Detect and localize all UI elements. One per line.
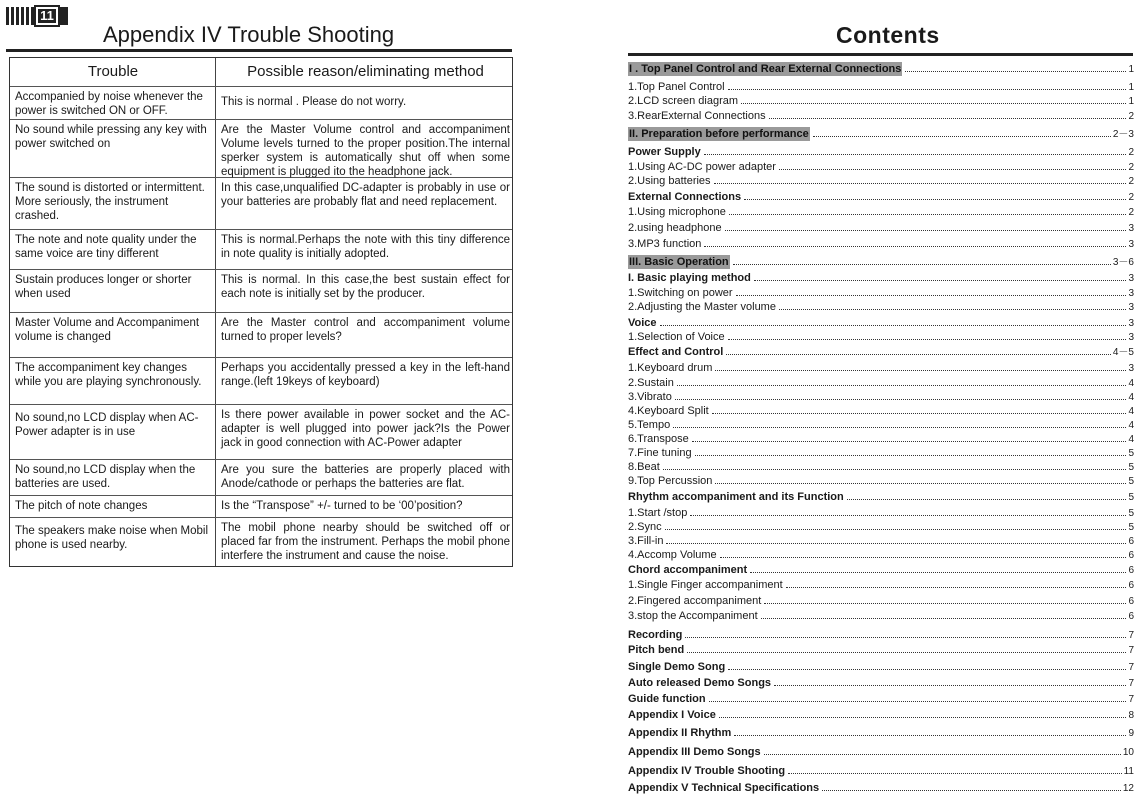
toc-entry-label: 2.LCD screen diagram (628, 95, 739, 107)
toc-dot-leader (813, 136, 1111, 137)
toc-entry (628, 676, 1134, 690)
toc-dot-leader (695, 455, 1127, 456)
toc-entry-label: Auto released Demo Songs (628, 677, 772, 689)
toc-entry (628, 628, 1134, 642)
toc-entry-page: 2 (1128, 111, 1134, 122)
toc-dot-leader (709, 701, 1127, 702)
toc-entry (628, 432, 1134, 446)
toc-entry-label: Appendix IV Trouble Shooting (628, 765, 786, 777)
toc-entry-page: 11 (1123, 766, 1134, 777)
toc-dot-leader (729, 214, 1127, 215)
toc-entry-page: 6 (1128, 550, 1134, 561)
toc-dot-leader (779, 169, 1126, 170)
toc-entry-label: 7.Fine tuning (628, 447, 692, 459)
toc-dot-leader (774, 685, 1126, 686)
toc-entry-label: 1.Start /stop (628, 507, 688, 519)
toc-dot-leader (720, 557, 1127, 558)
toc-dot-leader (687, 652, 1126, 653)
remedy-cell: This is normal. In this case,the best sustain effect for each note is initially set by the producer. (221, 274, 510, 300)
toc-dot-leader (690, 515, 1126, 516)
toc-entry (628, 127, 1134, 141)
trouble-cell: Accompanied by noise whenever the power is switched ON or OFF. (15, 91, 203, 117)
toc-entry-page: 6 (1128, 536, 1134, 547)
toc-entry (628, 221, 1134, 235)
toc-entry (628, 643, 1134, 657)
toc-entry (628, 404, 1134, 418)
toc-dot-leader (754, 280, 1127, 281)
remedy-cell: This is normal.Perhaps the note with this tiny difference in note quality is initially adopted. (221, 234, 510, 260)
toc-dot-leader (712, 413, 1127, 414)
toc-entry-page: 1 (1128, 82, 1134, 93)
toc-dot-leader (822, 790, 1121, 791)
toc-entry-page: 2 (1128, 192, 1134, 203)
toc-entry (628, 446, 1134, 460)
remedy-cell: Are the Master control and accompaniment volume turned to proper levels? (221, 317, 510, 343)
table-row (10, 518, 512, 566)
toc-entry (628, 708, 1134, 722)
toc-entry (628, 548, 1134, 562)
toc-dot-leader (660, 325, 1127, 326)
toc-dot-leader (764, 603, 1126, 604)
toc-entry (628, 145, 1134, 159)
toc-entry-page: 8 (1128, 710, 1134, 721)
toc-entry-page: 4 (1128, 392, 1134, 403)
toc-dot-leader (728, 89, 1127, 90)
toc-entry (628, 418, 1134, 432)
toc-entry (628, 237, 1134, 251)
toc-dot-leader (704, 154, 1127, 155)
trouble-cell: No sound,no LCD display when the batteries are used. (15, 464, 196, 490)
toc-entry-label: I. Basic playing method (628, 272, 751, 284)
toc-entry-page: 2 (1128, 147, 1134, 158)
toc-entry (628, 692, 1134, 706)
toc-entry (628, 490, 1134, 504)
toc-entry (628, 745, 1134, 759)
trouble-shooting-table (9, 57, 513, 567)
toc-entry (628, 594, 1134, 608)
toc-entry-label: 3.stop the Accompaniment (628, 610, 758, 622)
toc-dot-leader (734, 735, 1126, 736)
toc-entry (628, 726, 1134, 740)
toc-entry-page: 4 (1128, 378, 1134, 389)
toc-dot-leader (741, 103, 1126, 104)
remedy-cell: Is there power available in power socket and the AC-adapter is well plugged into power jack?Is the Power jack in good connection with AC-Power adapter (221, 409, 510, 449)
page-marker (6, 6, 68, 26)
toc-entry (628, 190, 1134, 204)
title-rule (6, 49, 512, 52)
toc-entry-label: 1.Single Finger accompaniment (628, 579, 783, 591)
toc-entry-page: 5 (1128, 448, 1134, 459)
toc-entry-page: 4－5 (1112, 347, 1134, 358)
toc-entry-page: 4 (1128, 434, 1134, 445)
toc-entry-label: 2.Sustain (628, 377, 674, 389)
right-page (620, 0, 1139, 798)
header-remedy: Possible reason/eliminating method (247, 63, 484, 80)
page-title: Appendix IV Trouble Shooting (103, 22, 395, 47)
toc-entry (628, 578, 1134, 592)
toc-entry-page: 6 (1128, 596, 1134, 607)
toc-entry-label: III. Basic Operation (629, 256, 729, 268)
toc-entry-page: 7 (1128, 678, 1134, 689)
table-row (10, 270, 512, 313)
table-row (10, 87, 512, 120)
toc-entry-page: 2 (1128, 176, 1134, 187)
toc-entry-label: 1.Using microphone (628, 206, 726, 218)
toc-dot-leader (673, 427, 1126, 428)
trouble-cell: The accompaniment key changes while you are playing synchronously. (15, 362, 202, 388)
toc-entry-label: Voice (628, 317, 657, 329)
left-page (0, 0, 520, 798)
table-row (10, 496, 512, 518)
toc-entry-label: Recording (628, 629, 683, 641)
toc-entry-label: 2.Fingered accompaniment (628, 595, 762, 607)
toc-entry (628, 390, 1134, 404)
toc-entry-label: 3.Fill-in (628, 535, 664, 547)
toc-entry (628, 376, 1134, 390)
toc-entry-label: 1.Top Panel Control (628, 81, 725, 93)
toc-entry-label: 4.Keyboard Split (628, 405, 709, 417)
toc-entry-label: 1.Switching on power (628, 287, 733, 299)
toc-entry-label: Pitch bend (628, 644, 685, 656)
toc-entry-label: 3.Vibrato (628, 391, 672, 403)
table-row (10, 405, 512, 460)
toc-dot-leader (692, 441, 1127, 442)
toc-entry-label: Appendix I Voice (628, 709, 716, 721)
contents-title: Contents (836, 22, 940, 48)
remedy-cell: Are you sure the batteries are properly placed with Anode/cathode or perhaps the batteries are flat. (221, 464, 510, 490)
toc-dot-leader (665, 529, 1127, 530)
trouble-cell: The note and note quality under the same voice are tiny different (15, 234, 197, 260)
header-trouble: Trouble (87, 63, 139, 80)
toc-entry-label: II. Preparation before performance (629, 128, 809, 140)
toc-dot-leader (726, 354, 1111, 355)
toc-dot-leader (715, 370, 1126, 371)
toc-dot-leader (714, 183, 1127, 184)
toc-dot-leader (788, 773, 1122, 774)
toc-entry-label: 8.Beat (628, 461, 660, 473)
toc-entry-page: 3 (1128, 223, 1134, 234)
toc-entry (628, 506, 1134, 520)
toc-entry-label: 1.Selection of Voice (628, 331, 725, 343)
toc-dot-leader (761, 618, 1127, 619)
toc-dot-leader (779, 309, 1126, 310)
toc-entry (628, 174, 1134, 188)
trouble-cell: No sound while pressing any key with power switched on (15, 124, 207, 150)
toc-entry-page: 3 (1128, 332, 1134, 343)
contents-rule (628, 53, 1133, 56)
trouble-cell: Sustain produces longer or shorter when used (15, 274, 192, 300)
toc-entry (628, 563, 1134, 577)
toc-entry-page: 2 (1128, 207, 1134, 218)
toc-entry (628, 345, 1134, 359)
page-marker-tail (60, 7, 68, 25)
toc-entry (628, 520, 1134, 534)
toc-entry-page: 12 (1122, 783, 1134, 794)
toc-entry (628, 460, 1134, 474)
toc-dot-leader (769, 118, 1127, 119)
toc-entry-label: 2.using headphone (628, 222, 722, 234)
toc-dot-leader (728, 339, 1127, 340)
toc-entry-label: 6.Transpose (628, 433, 689, 445)
toc-entry (628, 286, 1134, 300)
toc-entry (628, 255, 1134, 269)
trouble-cell: The speakers make noise when Mobil phone is used nearby. (15, 525, 209, 551)
toc-dot-leader (666, 543, 1126, 544)
toc-entry-page: 3 (1128, 318, 1134, 329)
toc-entry (628, 160, 1134, 174)
toc-entry-page: 6 (1128, 580, 1134, 591)
toc-entry (628, 80, 1134, 94)
trouble-cell: Master Volume and Accompaniment volume is changed (15, 317, 200, 343)
toc-entry (628, 271, 1134, 285)
toc-entry-label: 4.Accomp Volume (628, 549, 717, 561)
toc-entry (628, 94, 1134, 108)
toc-entry-page: 7 (1128, 630, 1134, 641)
toc-entry-label: Effect and Control (628, 346, 724, 358)
toc-entry-page: 5 (1128, 462, 1134, 473)
toc-entry-label: 1.Keyboard drum (628, 362, 713, 374)
toc-entry (628, 764, 1134, 778)
toc-entry-page: 3 (1128, 239, 1134, 250)
toc-dot-leader (744, 199, 1126, 200)
toc-entry-page: 7 (1128, 645, 1134, 656)
table-row (10, 178, 512, 230)
toc-dot-leader (736, 295, 1127, 296)
toc-entry-page: 2 (1128, 162, 1134, 173)
trouble-cell: No sound,no LCD display when AC-Power adapter is in use (15, 412, 199, 438)
toc-dot-leader (728, 669, 1126, 670)
toc-entry-page: 3 (1128, 288, 1134, 299)
toc-entry-label: 2.Adjusting the Master volume (628, 301, 776, 313)
toc-dot-leader (750, 572, 1126, 573)
toc-entry-page: 1 (1128, 64, 1134, 75)
toc-dot-leader (704, 246, 1126, 247)
toc-dot-leader (786, 587, 1127, 588)
table-header-row (10, 58, 512, 87)
toc-entry-page: 3－6 (1112, 257, 1134, 268)
toc-entry-label: External Connections (628, 191, 742, 203)
toc-entry-label: Chord accompaniment (628, 564, 748, 576)
toc-dot-leader (663, 469, 1127, 470)
toc-dot-leader (719, 717, 1127, 718)
trouble-cell: The sound is distorted or intermittent. More seriously, the instrument crashed. (15, 182, 205, 222)
remedy-cell: Perhaps you accidentally pressed a key in the left-hand range.(left 19keys of keyboard) (221, 362, 510, 388)
toc-entry-label: 2.Sync (628, 521, 662, 533)
table-row (10, 313, 512, 358)
toc-entry-page: 4 (1128, 420, 1134, 431)
remedy-cell: Is the “Transpose” +/- turned to be ‘00’position? (221, 500, 463, 512)
toc-dot-leader (847, 499, 1127, 500)
toc-entry-label: Guide function (628, 693, 706, 705)
toc-entry-page: 3 (1128, 363, 1134, 374)
toc-entry (628, 361, 1134, 375)
toc-dot-leader (733, 264, 1111, 265)
toc-entry (628, 109, 1134, 123)
table-row (10, 120, 512, 178)
toc-entry-label: 3.MP3 function (628, 238, 702, 250)
toc-entry-page: 5 (1128, 476, 1134, 487)
remedy-cell: This is normal . Please do not worry. (221, 96, 407, 108)
trouble-cell: The pitch of note changes (15, 500, 148, 512)
toc-entry-label: 2.Using batteries (628, 175, 711, 187)
toc-entry (628, 660, 1134, 674)
toc-entry-label: Appendix III Demo Songs (628, 746, 761, 758)
toc-entry-label: Rhythm accompaniment and its Function (628, 491, 844, 503)
toc-entry (628, 781, 1134, 795)
toc-entry (628, 534, 1134, 548)
toc-entry-label: Appendix II Rhythm (628, 727, 732, 739)
toc-dot-leader (675, 399, 1127, 400)
toc-entry-page: 1 (1128, 96, 1134, 107)
toc-entry-label: 5.Tempo (628, 419, 671, 431)
toc-dot-leader (764, 754, 1121, 755)
toc-entry (628, 474, 1134, 488)
toc-entry-label: Power Supply (628, 146, 701, 158)
toc-entry-page: 10 (1122, 747, 1134, 758)
toc-entry-page: 5 (1128, 508, 1134, 519)
toc-entry-page: 3 (1128, 302, 1134, 313)
toc-dot-leader (905, 71, 1126, 72)
toc-entry-page: 4 (1128, 406, 1134, 417)
toc-dot-leader (677, 385, 1127, 386)
toc-dot-leader (685, 637, 1126, 638)
table-row (10, 230, 512, 270)
toc-entry-page: 9 (1128, 728, 1134, 739)
remedy-cell: Are the Master Volume control and accompaniment Volume levels turned to the proper position.The internal sperker system is automatically shut off when some equipment is plugged ito the headphone jack. (221, 124, 510, 178)
toc-entry (628, 62, 1134, 76)
toc-entry-page: 6 (1128, 565, 1134, 576)
toc-entry-label: 3.RearExternal Connections (628, 110, 766, 122)
table-row (10, 460, 512, 496)
page-number: 11 (34, 5, 60, 27)
toc-entry-page: 2－3 (1112, 129, 1134, 140)
page-marker-stripes (6, 7, 34, 25)
toc-entry (628, 300, 1134, 314)
toc-entry (628, 316, 1134, 330)
remedy-cell: In this case,unqualified DC-adapter is probably in use or your batteries are probably flat and need replacement. (221, 182, 510, 208)
toc-entry-page: 7 (1128, 694, 1134, 705)
toc-entry (628, 609, 1134, 623)
toc-entry-page: 3 (1128, 273, 1134, 284)
remedy-cell: The mobil phone nearby should be switched off or placed far from the instrument. Perhaps the mobil phone interfere the instrument and cause the noise. (221, 522, 510, 562)
toc-dot-leader (725, 230, 1127, 231)
toc-entry-page: 7 (1128, 662, 1134, 673)
toc-dot-leader (715, 483, 1126, 484)
toc-entry-label: Single Demo Song (628, 661, 726, 673)
toc-entry (628, 330, 1134, 344)
toc-entry-label: I . Top Panel Control and Rear External Connections (629, 63, 902, 75)
toc-entry-label: 9.Top Percussion (628, 475, 713, 487)
toc-entry (628, 205, 1134, 219)
toc-entry-label: 1.Using AC-DC power adapter (628, 161, 776, 173)
toc-entry-label: Appendix V Technical Specifications (628, 782, 820, 794)
toc-entry-page: 6 (1128, 611, 1134, 622)
table-row (10, 358, 512, 405)
toc-entry-page: 5 (1128, 492, 1134, 503)
toc-entry-page: 5 (1128, 522, 1134, 533)
